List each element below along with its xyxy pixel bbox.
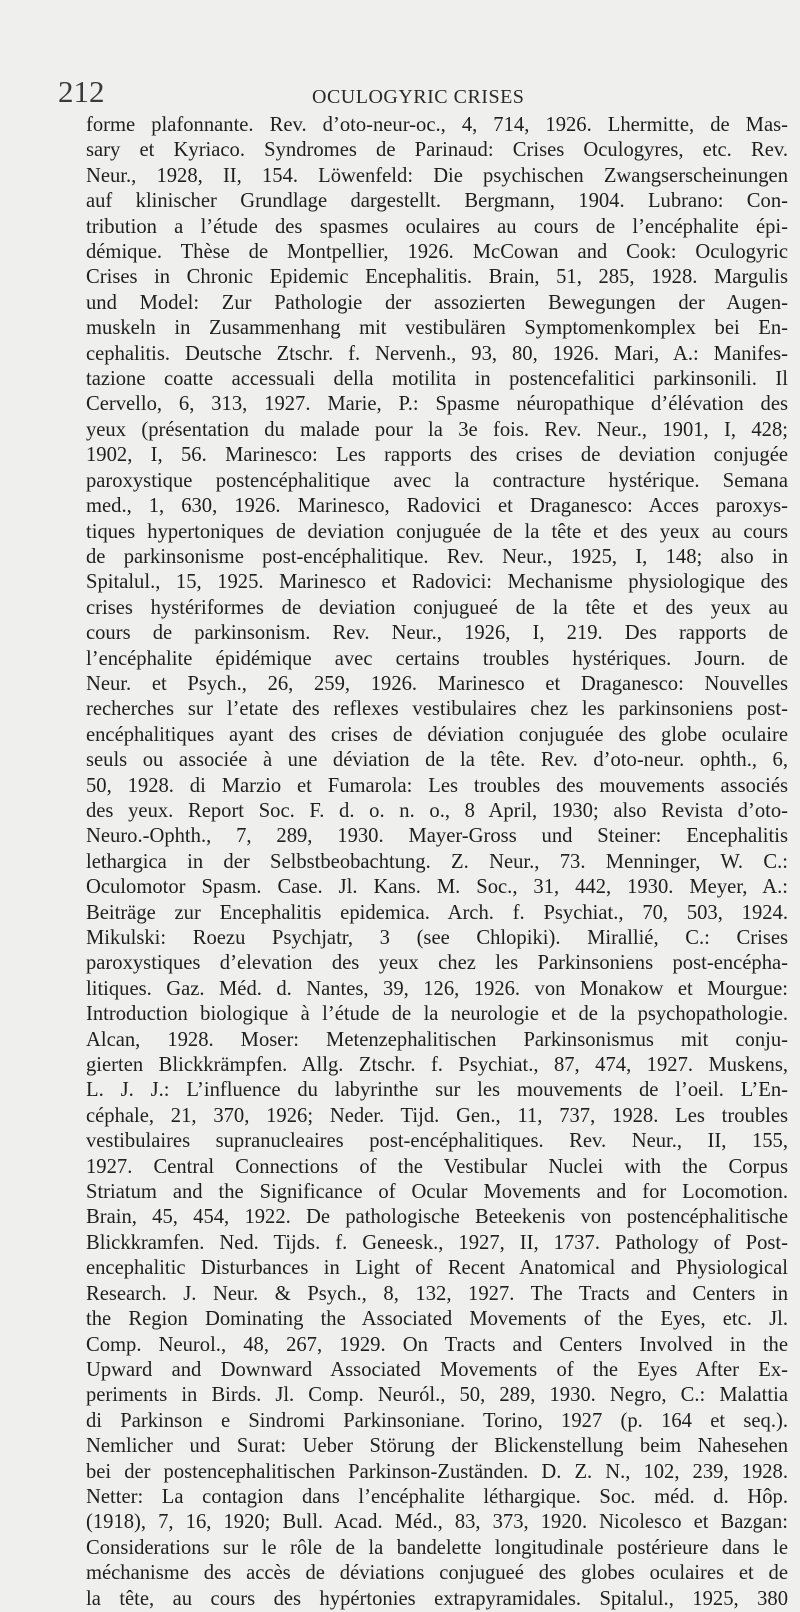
text-line: Striatum and the Significance of Ocular Movements and for Locomotion. — [86, 1181, 788, 1204]
text-line: (1918), 7, 16, 1920; Bull. Acad. Méd., 83, 373, 1920. Nicolesco et Bazgan: — [86, 1511, 788, 1534]
text-line: lethargica in der Selbstbeobachtung. Z. Neur., 73. Menninger, W. C.: — [86, 850, 788, 873]
text-line: céphale, 21, 370, 1926; Neder. Tijd. Gen., 11, 737, 1928. Les troubles — [86, 1104, 788, 1127]
text-line: Brain, 45, 454, 1922. De pathologische Beteekenis von postencéphalitische — [86, 1206, 788, 1229]
running-title: OCULOGYRIC CRISES — [312, 86, 525, 108]
text-line: litiques. Gaz. Méd. d. Nantes, 39, 126, 1926. von Monakow et Mourgue: — [86, 977, 788, 1000]
text-line: Mikulski: Roezu Psychjatr, 3 (see Chlopiki). Mirallié, C.: Crises — [86, 927, 788, 949]
text-line: bei der postencephalitischen Parkinson-Zuständen. D. Z. N., 102, 239, 1928. — [86, 1460, 788, 1483]
text-line: cephalitis. Deutsche Ztschr. f. Nervenh., 93, 80, 1926. Mari, A.: Manifes- — [86, 342, 788, 365]
text-line: Netter: La contagion dans l’encéphalite léthargique. Soc. méd. d. Hôp. — [86, 1485, 788, 1508]
text-line: la tête, au cours des hypértonies extrapyramidales. Spitalul., 1925, 380 — [86, 1587, 788, 1610]
text-line: des yeux. Report Soc. F. d. o. n. o., 8 April, 1930; also Revista d’oto- — [86, 799, 788, 822]
text-line: periments in Birds. Jl. Comp. Neuról., 50, 289, 1930. Negro, C.: Malattia — [86, 1384, 788, 1407]
text-line: Neur., 1928, II, 154. Löwenfeld: Die psychischen Zwangserscheinungen — [86, 164, 788, 187]
text-line: Upward and Downward Associated Movements of the Eyes After Ex- — [86, 1358, 788, 1381]
text-line: und Model: Zur Pathologie der assozierten Bewegungen der Augen- — [86, 291, 788, 314]
text-line: Blickkramfen. Ned. Tijds. f. Geneesk., 1927, II, 1737. Pathology of Post- — [86, 1231, 788, 1254]
text-line: seuls ou associée à une déviation de la tête. Rev. d’oto-neur. ophth., 6, — [86, 749, 788, 772]
text-line: Spitalul., 15, 1925. Marinesco et Radovici: Mechanisme physiologique des — [86, 571, 788, 594]
text-line: 50, 1928. di Marzio et Fumarola: Les troubles des mouvements associés — [86, 774, 788, 797]
text-line: Neur. et Psych., 26, 259, 1926. Marinesco et Draganesco: Nouvelles — [86, 672, 788, 695]
text-line: Alcan, 1928. Moser: Metenzephalitischen Parkinsonismus mit conju- — [86, 1028, 788, 1051]
text-line: Research. J. Neur. & Psych., 8, 132, 1927. The Tracts and Centers in — [86, 1282, 788, 1305]
text-line: 1902, I, 56. Marinesco: Les rapports des crises de deviation conjugée — [86, 444, 788, 467]
text-line: Introduction biologique à l’étude de la neurologie et de la psychopathologie. — [86, 1003, 788, 1026]
text-line: yeux (présentation du malade pour la 3e fois. Rev. Neur., 1901, I, 428; — [86, 418, 788, 441]
page-number: 212 — [58, 74, 105, 109]
text-line: Considerations sur le rôle de la bandelette longitudinale postérieure dans le — [86, 1536, 788, 1559]
text-line: Crises in Chronic Epidemic Encephalitis. Brain, 51, 285, 1928. Margulis — [86, 266, 788, 289]
text-line: di Parkinson e Sindromi Parkinsoniane. Torino, 1927 (p. 164 et seq.). — [86, 1409, 788, 1432]
text-line: tiques hypertoniques de deviation conjuguée de la tête et des yeux au cours — [86, 520, 788, 543]
text-line: Oculomotor Spasm. Case. Jl. Kans. M. Soc., 31, 442, 1930. Meyer, A.: — [86, 876, 788, 899]
text-line: méchanisme des accès de déviations conjugueé des globes oculaires et de — [86, 1562, 788, 1585]
text-line: muskeln in Zusammenhang mit vestibulären Symptomenkomplex bei En- — [86, 317, 788, 340]
text-line: forme plafonnante. Rev. d’oto-neur-oc., 4, 714, 1926. Lhermitte, de Mas- — [86, 114, 788, 136]
text-line: tribution a l’étude des spasmes oculaires au cours de l’encéphalite épi- — [86, 215, 788, 238]
text-line: paroxystique postencéphalitique avec la contracture hystérique. Semana — [86, 469, 788, 492]
text-line: vestibulaires supranucleaires post-encéphalitiques. Rev. Neur., II, 155, — [86, 1130, 788, 1153]
text-line: the Region Dominating the Associated Movements of the Eyes, etc. Jl. — [86, 1308, 788, 1331]
text-line: crises hystériformes de deviation conjugueé de la tête et des yeux au — [86, 596, 788, 619]
text-line: Neuro.-Ophth., 7, 289, 1930. Mayer-Gross und Steiner: Encephalitis — [86, 825, 788, 848]
text-line: 1927. Central Connections of the Vestibular Nuclei with the Corpus — [86, 1155, 788, 1178]
text-line: l’encéphalite épidémique avec certains troubles hystériques. Journ. de — [86, 647, 788, 670]
text-line: Beiträge zur Encephalitis epidemica. Arch. f. Psychiat., 70, 503, 1924. — [86, 901, 788, 924]
text-line: encephalitic Disturbances in Light of Recent Anatomical and Physiological — [86, 1257, 788, 1280]
text-line: démique. Thèse de Montpellier, 1926. McCowan and Cook: Oculogyric — [86, 241, 788, 264]
text-line: auf klinischer Grundlage dargestellt. Bergmann, 1904. Lubrano: Con- — [86, 190, 788, 213]
text-line: paroxystiques d’elevation des yeux chez les Parkinsoniens post-encépha- — [86, 952, 788, 975]
text-line: med., 1, 630, 1926. Marinesco, Radovici et Draganesco: Acces paroxys- — [86, 495, 788, 518]
text-line: gierten Blickkrämpfen. Allg. Ztschr. f. Psychiat., 87, 474, 1927. Muskens, — [86, 1054, 788, 1077]
text-line: sary et Kyriaco. Syndromes de Parinaud: Crises Oculogyres, etc. Rev. — [86, 139, 788, 162]
text-line: de parkinsonisme post-encéphalitique. Rev. Neur., 1925, I, 148; also in — [86, 545, 788, 568]
text-line: recherches sur l’etate des reflexes vestibulaires chez les parkinsoniens post- — [86, 698, 788, 721]
text-line: cours de parkinsonism. Rev. Neur., 1926, I, 219. Des rapports de — [86, 622, 788, 645]
bibliography-text — [86, 113, 788, 1612]
text-line: Cervello, 6, 313, 1927. Marie, P.: Spasme néuropathique d’élévation des — [86, 393, 788, 416]
text-line: tazione coatte accessuali della motilita in postencefalitici parkinsonili. Il — [86, 368, 788, 391]
text-line: encéphalitiques ayant des crises de déviation conjuguée des globe oculaire — [86, 723, 788, 746]
text-line: L. J. J.: L’influence du labyrinthe sur les mouvements de l’oeil. L’En- — [86, 1079, 788, 1102]
text-line: Nemlicher und Surat: Ueber Störung der Blickenstellung beim Nahesehen — [86, 1435, 788, 1458]
text-line: Comp. Neurol., 48, 267, 1929. On Tracts and Centers Involved in the — [86, 1333, 788, 1356]
